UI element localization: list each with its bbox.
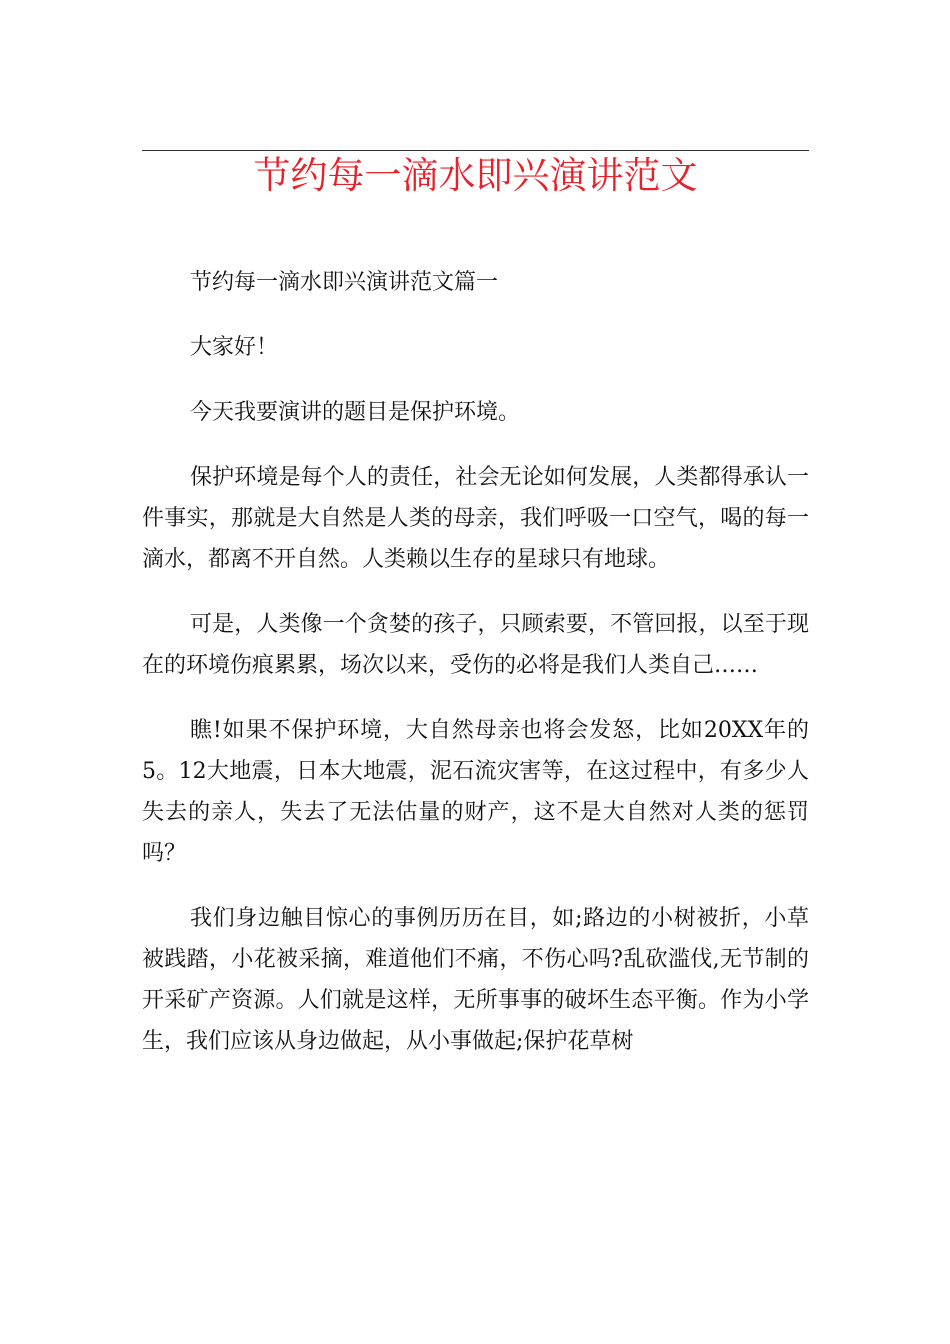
topic-paragraph: 今天我要演讲的题目是保护环境。 <box>190 400 521 425</box>
body-paragraph-2: 可是，人类像一个贪婪的孩子，只顾索要，不管回报，以至于现在的环境伤痕累累，场次以来，受伤的必将是我们人类自己…… <box>142 612 809 678</box>
document-title: 节约每一滴水即兴演讲范文 <box>253 154 698 197</box>
greeting-paragraph: 大家好！ <box>190 335 279 360</box>
body-paragraph-1: 保护环境是每个人的责任，社会无论如何发展，人类都得承认一件事实，那就是大自然是人类的母亲，我们呼吸一口空气，喝的每一滴水，都离不开自然。人类赖以生存的星球只有地球。 <box>142 465 809 572</box>
section-heading: 节约每一滴水即兴演讲范文篇一 <box>190 270 499 295</box>
document-body <box>142 262 809 1078</box>
header-rule <box>142 150 809 151</box>
body-paragraph-4: 我们身边触目惊心的事例历历在目，如;路边的小树被折，小草被践踏，小花被采摘，难道他们不痛，不伤心吗?乱砍滥伐,无节制的开采矿产资源。人们就是这样，无所事事的破坏生态平衡。作为小学生，我们应该从身边做起，从小事做起;保护花草树 <box>142 906 809 1054</box>
body-paragraph-3: 瞧!如果不保护环境，大自然母亲也将会发怒，比如20XX年的5。12大地震，日本大地震，泥石流灾害等，在这过程中，有多少人失去的亲人，失去了无法估量的财产，这不是大自然对人类的惩罚吗？ <box>142 718 809 866</box>
